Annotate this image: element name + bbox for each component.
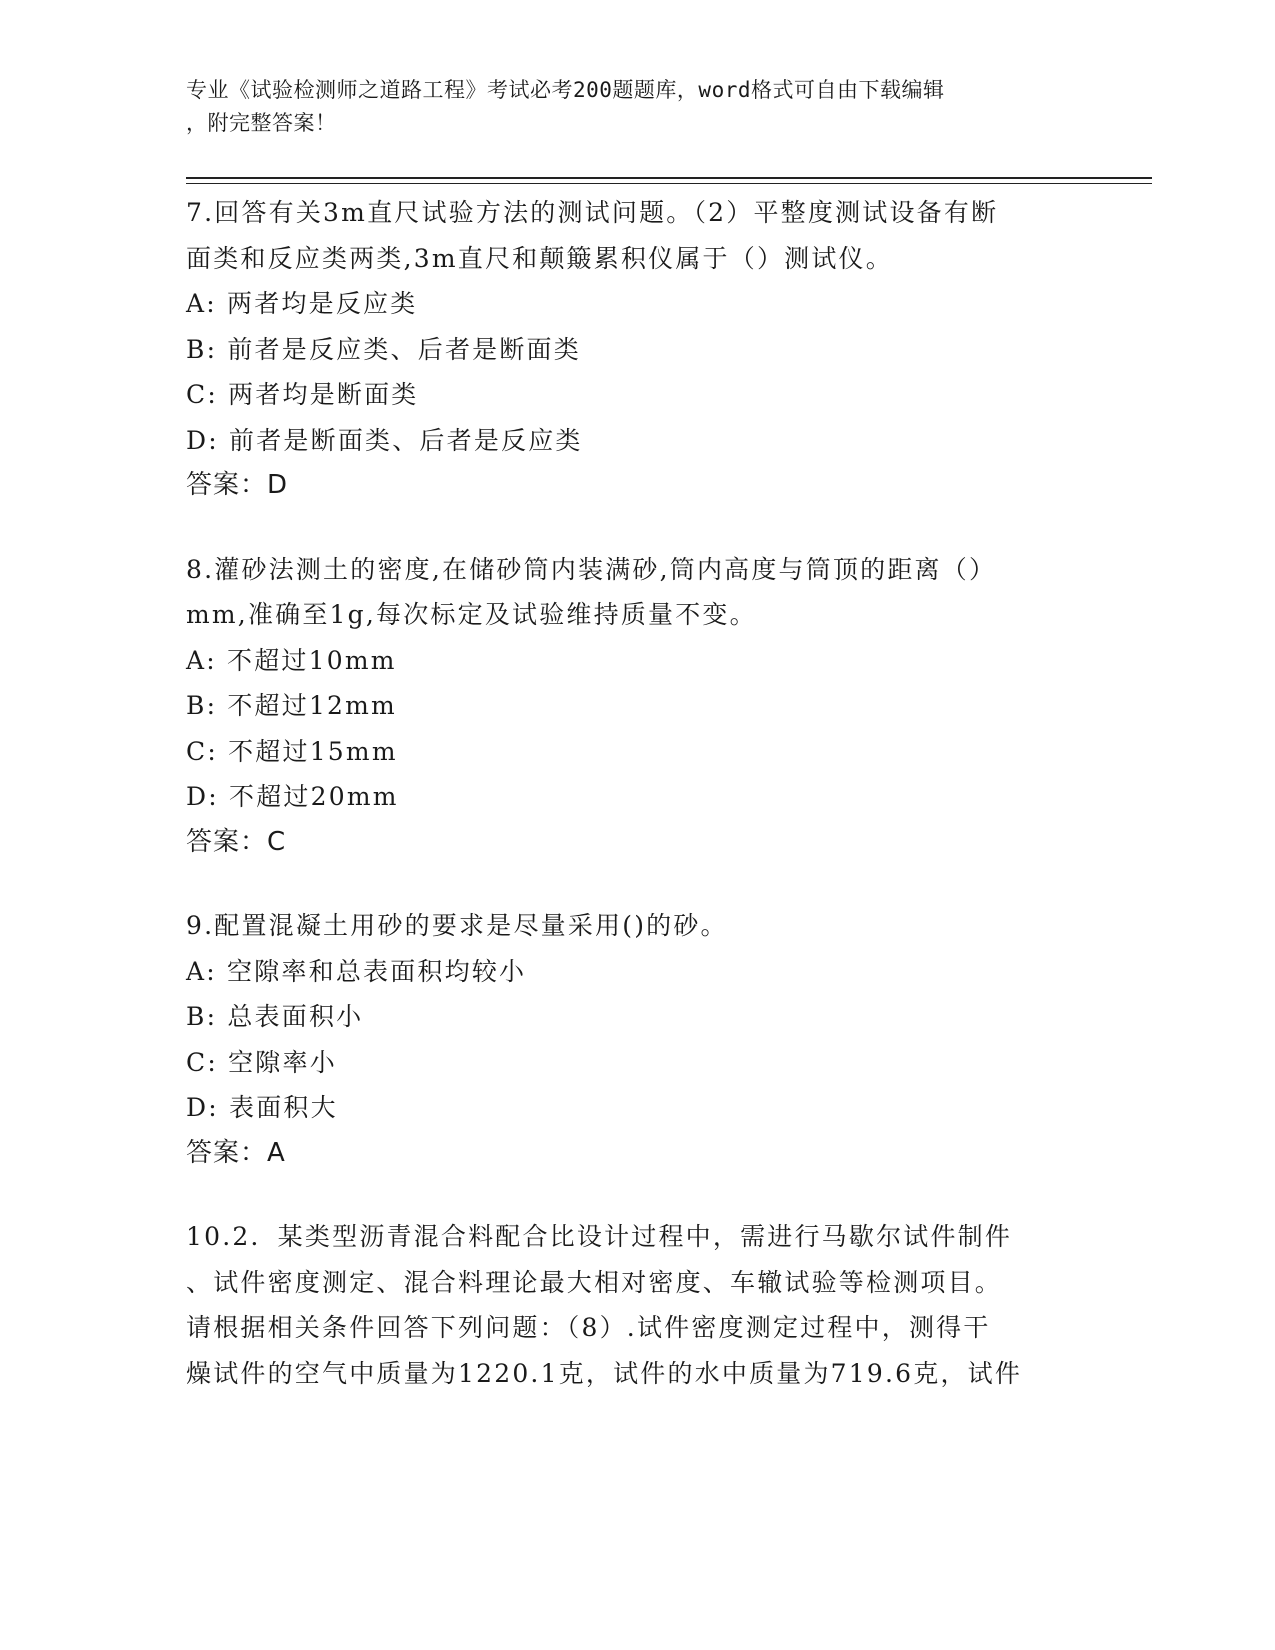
answer: 答案：D [186, 470, 289, 500]
option-a: A: 两者均是反应类 [186, 289, 418, 318]
option-d: D: 前者是断面类、后者是反应类 [186, 425, 583, 455]
question-stem: 10.2．某类型沥青混合料配合比设计过程中，需进行马歇尔试件制件 [186, 1222, 1013, 1251]
document-header [186, 74, 1066, 140]
question-stem: 燥试件的空气中质量为1220.1克，试件的水中质量为719.6克，试件 [186, 1358, 1023, 1388]
question-stem: 8.灌砂法测土的密度,在储砂筒内装满砂,筒内高度与筒顶的距离（） [186, 554, 997, 584]
header-divider-thin [186, 183, 1152, 184]
header-line-2: ，附完整答案！ [186, 111, 337, 135]
question-stem: 7.回答有关3m直尺试验方法的测试问题。（2）平整度测试设备有断 [186, 198, 999, 227]
option-b: B: 不超过12mm [186, 691, 397, 720]
answer: 答案：A [186, 1137, 286, 1168]
option-a: A: 不超过10mm [186, 645, 397, 675]
question-10 [186, 1214, 1086, 1396]
question-stem: 9.配置混凝土用砂的要求是尽量采用()的砂。 [186, 911, 728, 940]
option-d: D: 不超过20mm [186, 782, 399, 811]
option-c: C: 不超过15mm [186, 736, 398, 766]
option-c: C: 空隙率小 [186, 1047, 337, 1077]
question-stem: 请根据相关条件回答下列问题：（8）.试件密度测定过程中，测得干 [186, 1313, 991, 1342]
header-line-1: 专业《试验检测师之道路工程》考试必考200题题库，word格式可自由下载编辑 [186, 78, 945, 102]
option-d: D: 表面积大 [186, 1093, 338, 1122]
option-b: B: 总表面积小 [186, 1002, 364, 1031]
header-divider-thick [186, 177, 1152, 179]
option-a: A: 空隙率和总表面积均较小 [186, 956, 527, 986]
question-list [186, 190, 1086, 1434]
answer: 答案：C [186, 826, 287, 857]
option-c: C: 两者均是断面类 [186, 380, 419, 409]
question-stem: mm,准确至1g,每次标定及试验维持质量不变。 [186, 600, 757, 629]
question-7 [186, 190, 1086, 509]
question-stem: 面类和反应类两类,3m直尺和颠簸累积仪属于（）测试仪。 [186, 243, 893, 273]
option-b: B: 前者是反应类、后者是断面类 [186, 334, 581, 364]
question-8 [186, 547, 1086, 866]
question-stem: 、试件密度测定、混合料理论最大相对密度、车辙试验等检测项目。 [186, 1267, 1003, 1297]
question-9 [186, 903, 1086, 1176]
